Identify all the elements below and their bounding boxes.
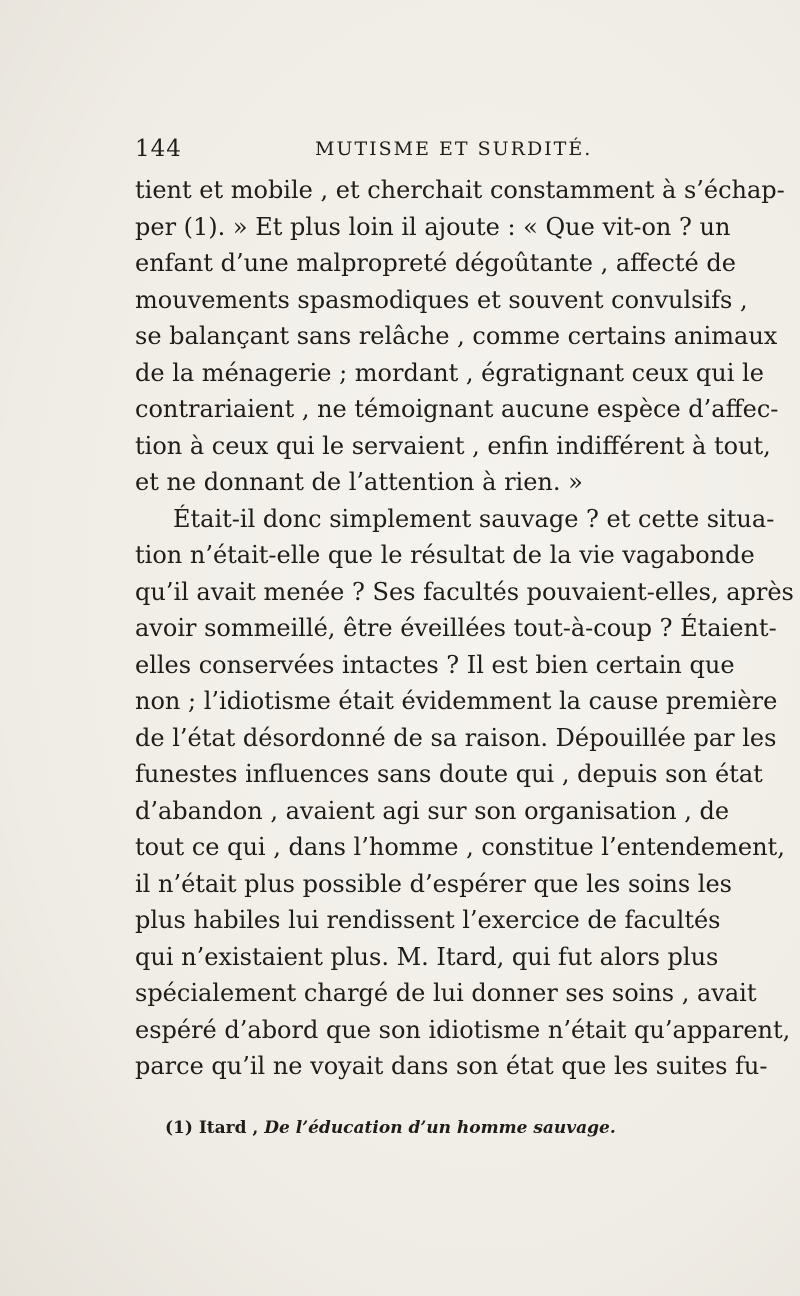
text-line: elles conservées intactes ? Il est bien certain que xyxy=(135,650,735,679)
text-line: de la ménagerie ; mordant , égratignant ceux qui le xyxy=(135,358,764,387)
body-text xyxy=(135,172,794,1085)
paragraph-start-line: Était-il donc simplement sauvage ? et cette situa- xyxy=(173,504,775,533)
page-header xyxy=(135,136,710,172)
text-line: non ; l’idiotisme était évidemment la cause première xyxy=(135,687,778,715)
text-line: spécialement chargé de lui donner ses soins , avait xyxy=(135,979,757,1007)
text-line: parce qu’il ne voyait dans son état que les suites fu- xyxy=(135,1052,768,1080)
text-line: tient et mobile , et cherchait constamment à s’échap- xyxy=(135,176,785,204)
text-line: contrariaient , ne témoignant aucune espèce d’affec- xyxy=(135,395,779,423)
text-line: il n’était plus possible d’espérer que les soins les xyxy=(135,869,732,898)
footnote-marker: (1) Itard , xyxy=(165,1118,259,1138)
text-line: tout ce qui , dans l’homme , constitue l’entendement, xyxy=(135,833,785,861)
text-line: qui n’existaient plus. M. Itard, qui fut alors plus xyxy=(135,942,719,971)
text-line: plus habiles lui rendissent l’exercice de facultés xyxy=(135,906,721,934)
text-line: et ne donnant de l’attention à rien. » xyxy=(135,468,583,496)
footnote-title: De l’éducation d’un homme sauvage. xyxy=(264,1118,616,1138)
text-line: tion n’était-elle que le résultat de la vie vagabonde xyxy=(135,541,755,569)
text-line: de l’état désordonné de sa raison. Dépouillée par les xyxy=(135,723,777,752)
text-line: funestes influences sans doute qui , depuis son état xyxy=(135,760,763,788)
text-line: tion à ceux qui le servaient , enfin indifférent à tout, xyxy=(135,431,771,460)
running-head: MUTISME ET SURDITÉ. xyxy=(315,138,593,160)
text-line: d’abandon , avaient agi sur son organisation , de xyxy=(135,796,730,825)
text-line: per (1). » Et plus loin il ajoute : « Que vit-on ? un xyxy=(135,212,731,241)
footnote xyxy=(165,1118,725,1138)
text-line: enfant d’une malpropreté dégoûtante , affecté de xyxy=(135,249,736,277)
text-line: qu’il avait menée ? Ses facultés pouvaient-elles, après xyxy=(135,577,794,606)
text-line: se balançant sans relâche , comme certains animaux xyxy=(135,322,778,350)
text-line: avoir sommeillé, être éveillées tout-à-coup ? Étaient- xyxy=(135,614,777,642)
text-line: mouvements spasmodiques et souvent convulsifs , xyxy=(135,285,748,314)
text-line: espéré d’abord que son idiotisme n’était qu’apparent, xyxy=(135,1015,791,1044)
page-number: 144 xyxy=(135,136,182,162)
